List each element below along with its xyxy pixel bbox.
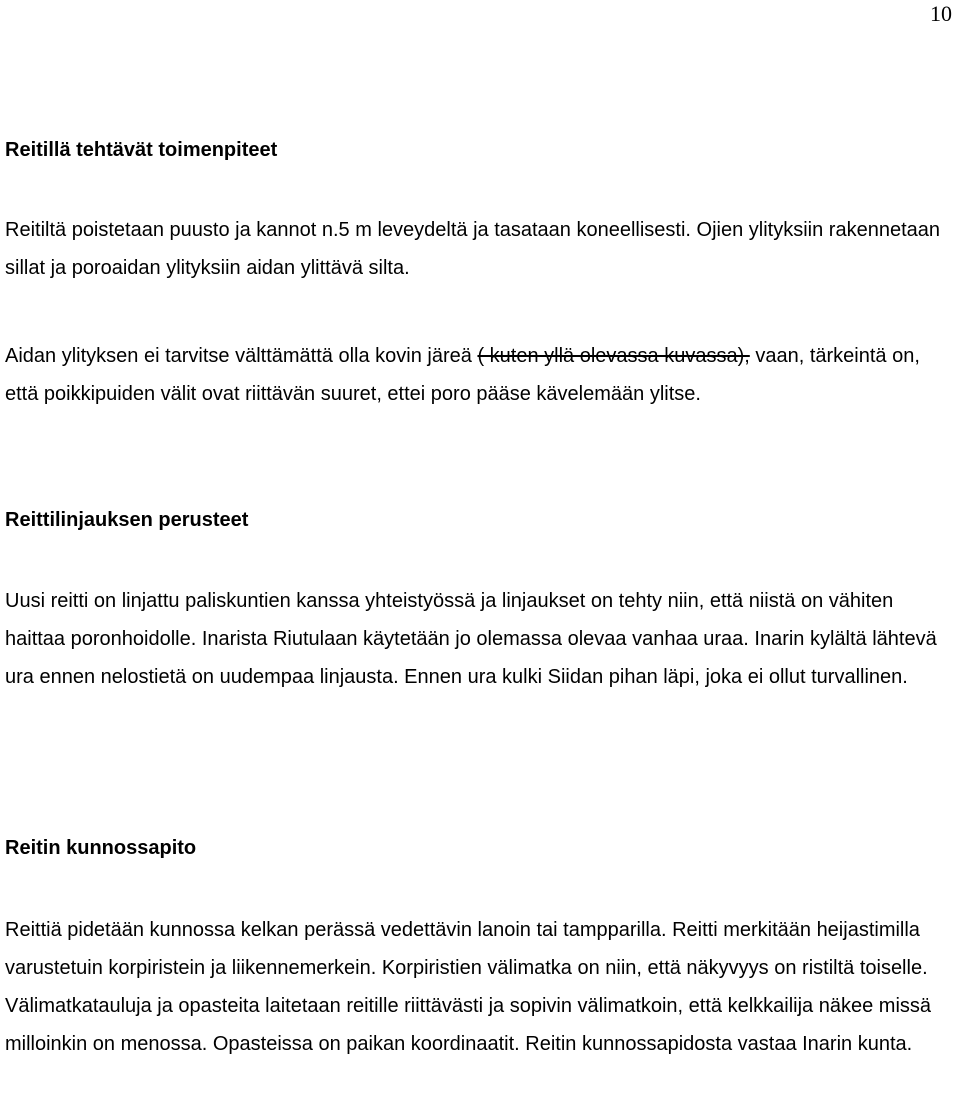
section-heading-toimenpiteet: Reitillä tehtävät toimenpiteet <box>5 139 278 161</box>
paragraph-toimenpiteet-1: Reitiltä poistetaan puusto ja kannot n.5 m leveydeltä ja tasataan koneellisesti. Ojien ylityksiin rakennetaan sillat ja poroaidan ylityksiin aidan ylittävä silta. <box>5 219 940 279</box>
struck-text: ( kuten yllä olevassa kuvassa), <box>477 345 750 367</box>
paragraph-kunnossapito-1: Reittiä pidetään kunnossa kelkan perässä vedettävin lanoin tai tampparilla. Reitti merkitään heijastimilla varustetuin korpiristein ja liikennemerkein. Korpiristien välimatka on niin, että näkyvyys on ristiltä toiselle. Välimatkatauluja ja opasteita laitetaan reitille riittävästi ja sopivin välimatkoin, että kelkkailija näkee missä milloinkin on menossa. Opasteissa on paikan koordinaatit. Reitin kunnossapidosta vastaa Inarin kunta. <box>5 919 932 1055</box>
paragraph-toimenpiteet-2 <box>5 337 950 413</box>
section-heading-kunnossapito: Reitin kunnossapito <box>5 837 197 859</box>
paragraph-perusteet-1: Uusi reitti on linjattu paliskuntien kanssa yhteistyössä ja linjaukset on tehty niin, että niistä on vähiten haittaa poronhoidolle. Inarista Riutulaan käytetään jo olemassa olevaa vanhaa uraa. Inarin kylältä lähtevä ura ennen nelostietä on uudempaa linjausta. Ennen ura kulki Siidan pihan läpi, joka ei ollut turvallinen. <box>5 590 937 688</box>
page-number: 10 <box>930 1 952 26</box>
paragraph-text: vaan, tärkeintä on, että poikkipuiden välit ovat riittävän suuret, ettei poro pääse kävelemään ylitse. <box>5 345 920 405</box>
paragraph-text: Aidan ylityksen ei tarvitse välttämättä olla kovin järeä <box>5 345 478 367</box>
section-heading-perusteet: Reittilinjauksen perusteet <box>5 509 249 531</box>
